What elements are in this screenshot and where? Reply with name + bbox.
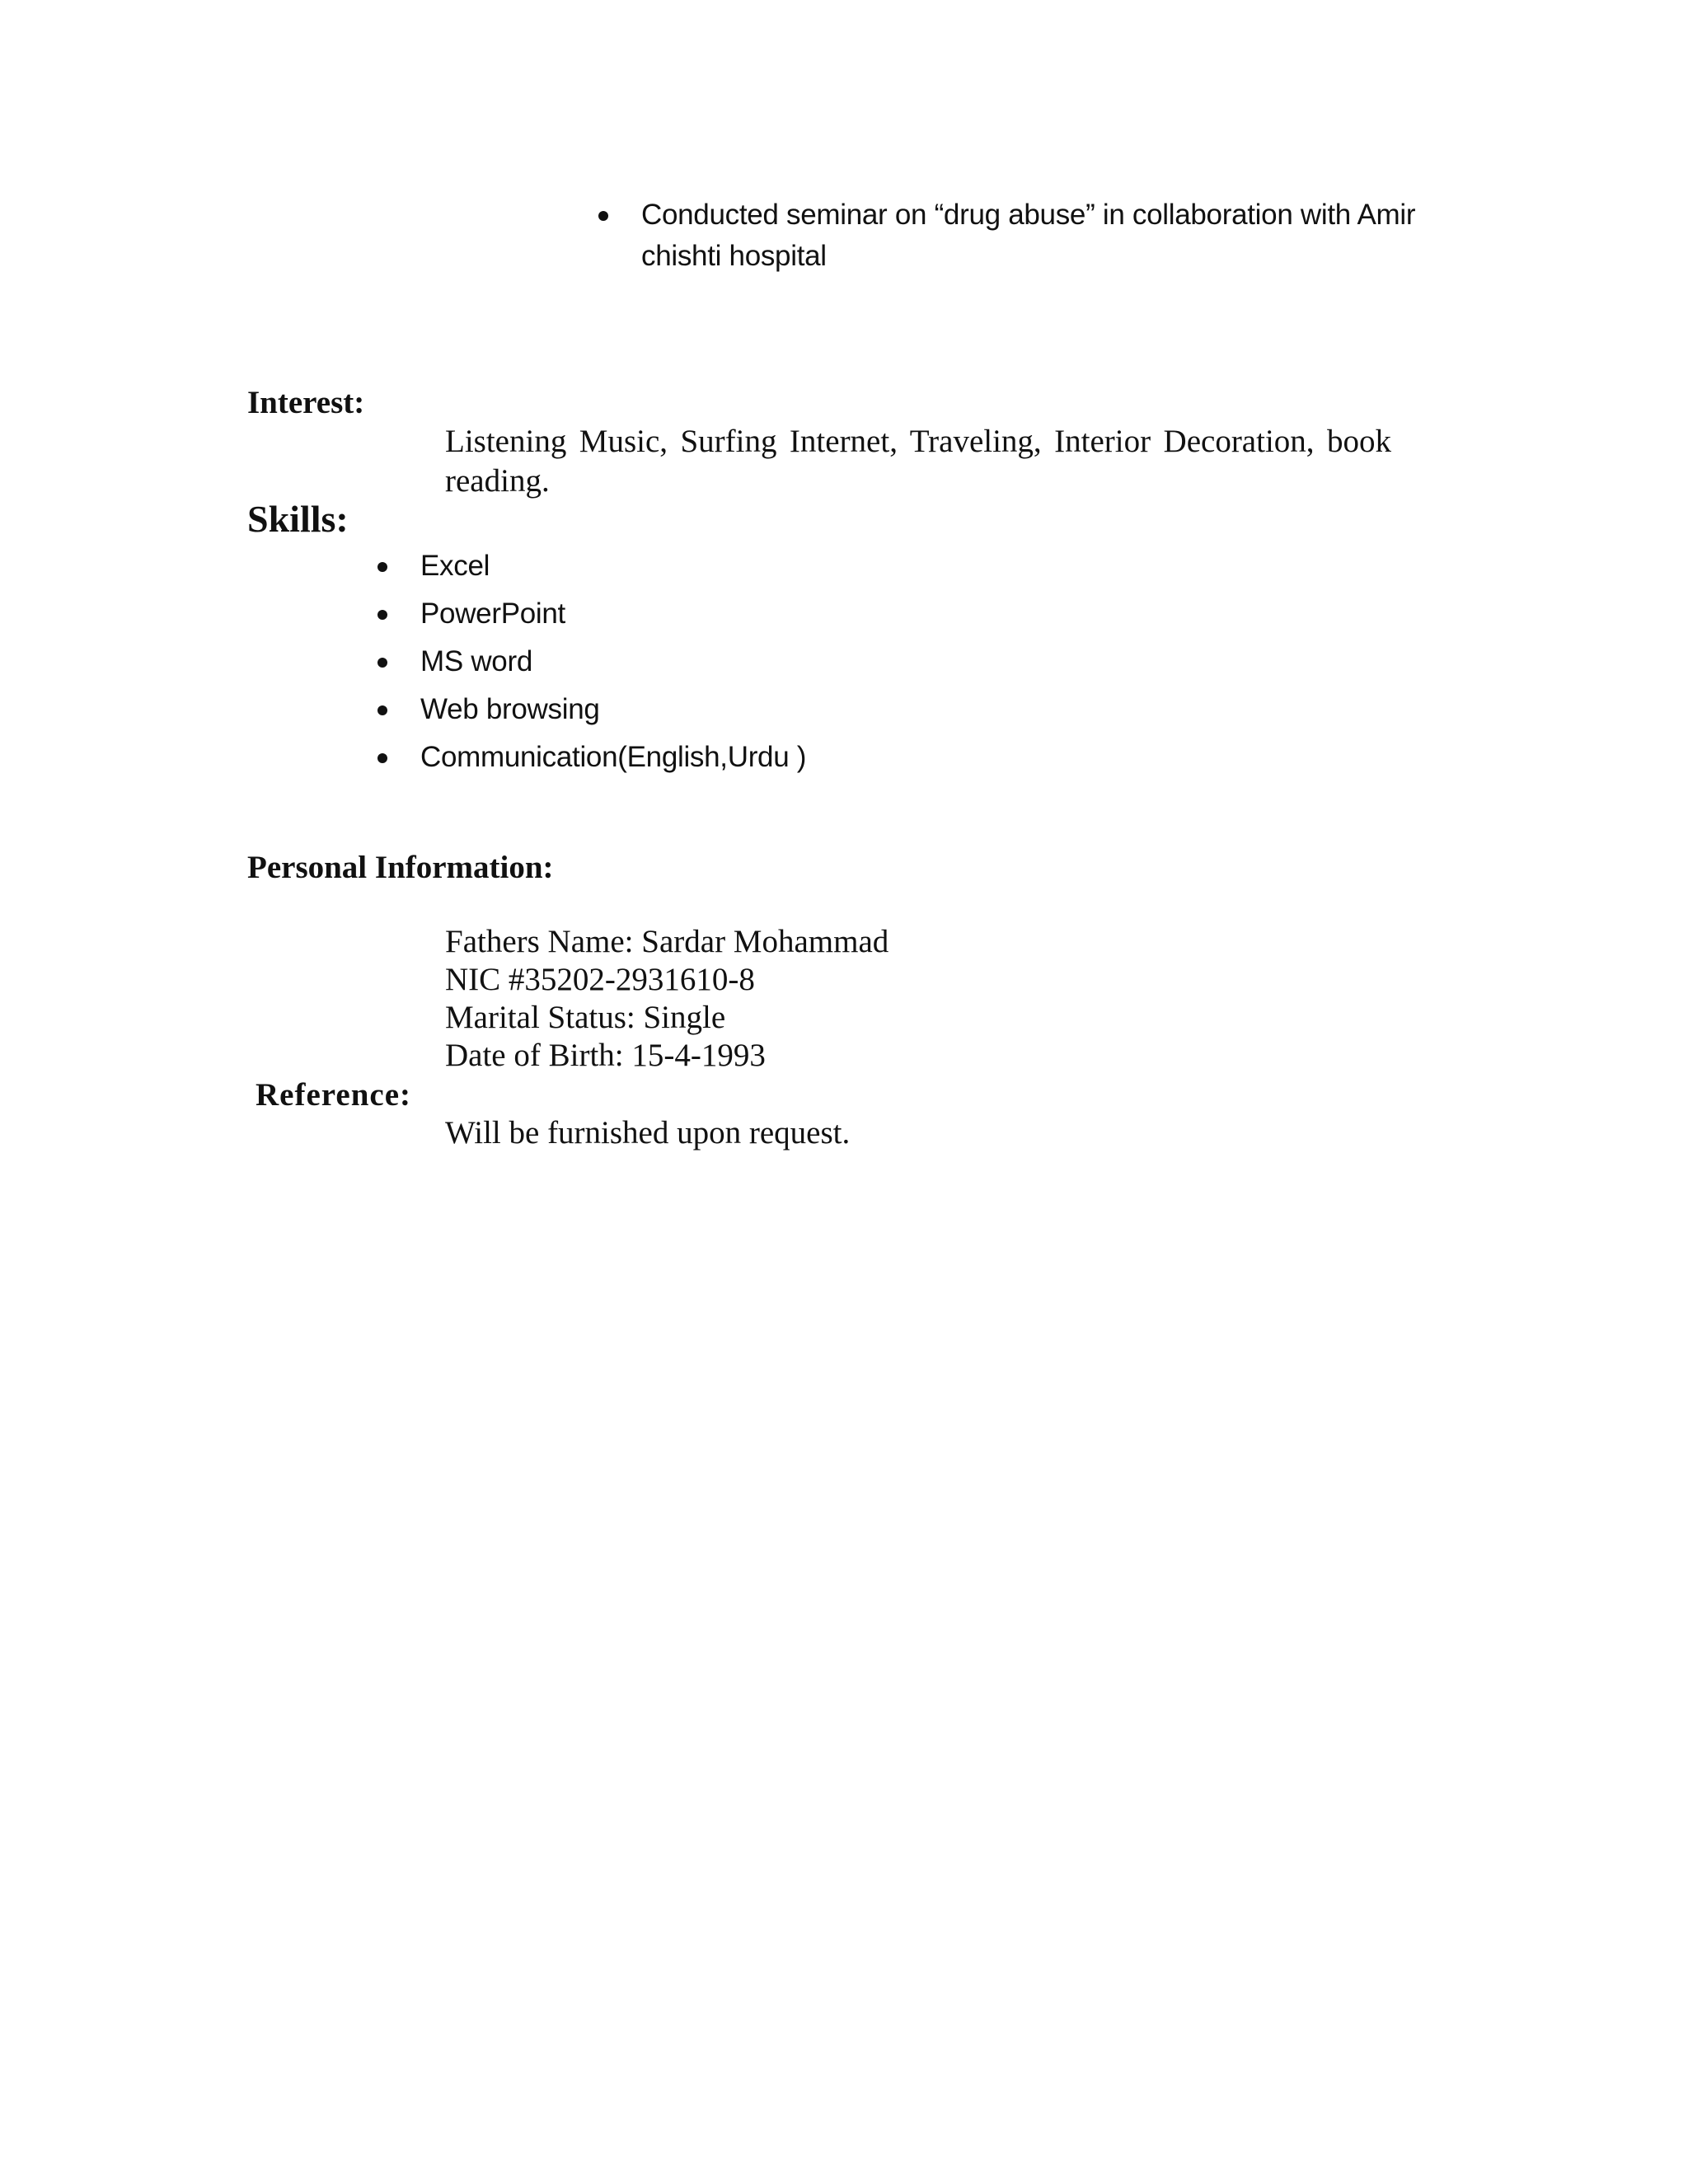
date-of-birth: Date of Birth: 15-4-1993 (445, 1038, 766, 1073)
bullet-icon (377, 705, 387, 715)
skill-label: MS word (420, 645, 532, 677)
skill-label: PowerPoint (420, 598, 565, 630)
skills-heading: Skills: (247, 498, 349, 540)
bullet-icon (598, 211, 608, 221)
skill-item (420, 737, 806, 785)
bullet-icon (377, 562, 387, 572)
interest-heading: Interest: (247, 385, 365, 420)
skill-item (420, 546, 806, 593)
fathers-name: Fathers Name: Sardar Mohammad (445, 924, 889, 959)
bullet-icon (377, 753, 387, 763)
skill-label: Communication(English,Urdu ) (420, 741, 807, 773)
bullet-icon (377, 658, 387, 668)
skill-label: Web browsing (420, 693, 600, 725)
activity-list-item (641, 194, 1432, 277)
personal-information-heading: Personal Information: (247, 850, 554, 885)
skill-item (420, 593, 806, 641)
reference-heading: Reference: (256, 1077, 411, 1113)
nic-number: NIC #35202-2931610-8 (445, 962, 755, 997)
interest-text: Listening Music, Surfing Internet, Traveling, Interior Decoration, book reading. (445, 424, 1391, 499)
personal-information-block (445, 923, 889, 1075)
marital-status: Marital Status: Single (445, 1000, 726, 1035)
skill-label: Excel (420, 550, 490, 582)
reference-text: Will be furnished upon request. (445, 1115, 851, 1151)
skill-item (420, 689, 806, 737)
activity-text-line-1: Conducted seminar on “drug abuse” in collaboration with Amir (641, 199, 1416, 231)
bullet-icon (377, 610, 387, 620)
skills-list (420, 546, 806, 785)
activity-text-line-2: chishti hospital (641, 240, 827, 272)
skill-item (420, 641, 806, 689)
